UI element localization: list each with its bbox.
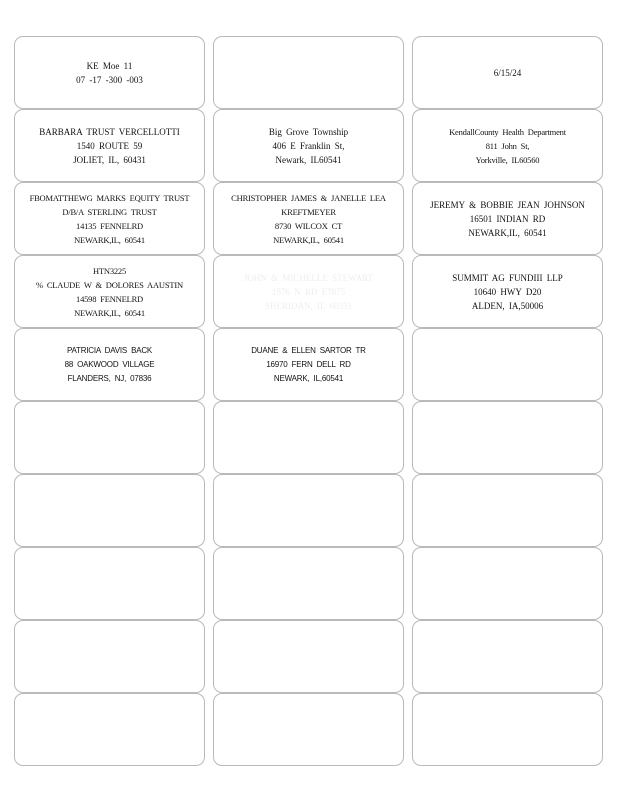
label-sheet [14,36,603,766]
address-line: FBOMATTHEWG MARKS EQUITY TRUST [29,192,190,203]
address-label [14,401,205,474]
address-line: NEWARK,IL, 60541 [468,227,547,238]
address-label [213,620,404,693]
address-label [213,328,404,401]
address-line: KREFTMEYER [281,206,336,217]
address-line: SUMMIT AG FUNDIII LLP [452,272,563,283]
address-label [412,255,603,328]
address-label [412,36,603,109]
address-line: 10640 HWY D20 [473,286,542,297]
address-label [14,328,205,401]
address-label [213,109,404,182]
address-label [14,36,205,109]
address-label [14,474,205,547]
address-label [412,401,603,474]
address-line: 16970 FERN DELL RD [266,359,351,369]
address-label [213,182,404,255]
address-label [213,474,404,547]
address-line: 14135 FENNELRD [76,220,143,231]
address-line: DUANE & ELLEN SARTOR TR [251,345,366,355]
address-line: CHRISTOPHER JAMES & JANELLE LEA [231,192,386,203]
address-line: SHERIDAN, IL 60551 [265,300,352,311]
address-label [14,182,205,255]
address-label [213,693,404,766]
address-line: JEREMY & BOBBIE JEAN JOHNSON [430,199,585,210]
address-line: JOLIET, IL, 60431 [73,154,146,165]
address-line: Yorkville, IL60560 [475,154,540,165]
address-label [412,620,603,693]
address-label [412,109,603,182]
address-label [412,693,603,766]
address-line: Newark, IL60541 [275,154,342,165]
address-line: 88 OAKWOOD VILLAGE [64,359,155,369]
address-line: NEWARK,IL, 60541 [273,234,344,245]
address-line: HTN3225 [92,265,127,276]
address-line: 14598 FENNELRD [76,293,143,304]
address-label [14,255,205,328]
address-line: FLANDERS, NJ, 07836 [67,373,152,383]
address-line: NEWARK, IL,60541 [273,373,344,383]
address-line: 07 -17 -300 -003 [76,74,143,85]
address-line: PATRICIA DAVIS BACK [66,345,153,355]
address-label [213,255,404,328]
address-line: 1576 N RD E7875 [271,286,346,297]
address-line: D/B/A STERLING TRUST [62,206,157,217]
address-label [213,36,404,109]
address-line: 16501 INDIAN RD [469,213,546,224]
address-line: KendallCounty Health Department [449,126,566,137]
address-label [14,620,205,693]
address-line: 8730 WILCOX CT [274,220,343,231]
address-line: 406 E Franklin St, [272,140,345,151]
address-line: 1540 ROUTE 59 [76,140,143,151]
address-line: % CLAUDE W & DOLORES AAUSTIN [36,279,183,290]
address-label [14,109,205,182]
address-label [14,547,205,620]
address-label [412,474,603,547]
address-line: 6/15/24 [493,67,522,78]
address-line: NEWARK,IL, 60541 [74,307,145,318]
address-label [412,547,603,620]
address-label [213,401,404,474]
address-label [412,182,603,255]
address-label [14,693,205,766]
address-label [412,328,603,401]
address-label [213,547,404,620]
address-line: KE Moe 11 [86,60,133,71]
address-line: 811 John St, [485,140,530,151]
address-line: ALDEN, IA,50006 [471,300,544,311]
address-line: Big Grove Township [268,126,349,137]
address-line: BARBARA TRUST VERCELLOTTI [39,126,180,137]
address-line: JOHN & MICHELLE STEWART [243,272,374,283]
address-line: NEWARK,IL, 60541 [74,234,145,245]
